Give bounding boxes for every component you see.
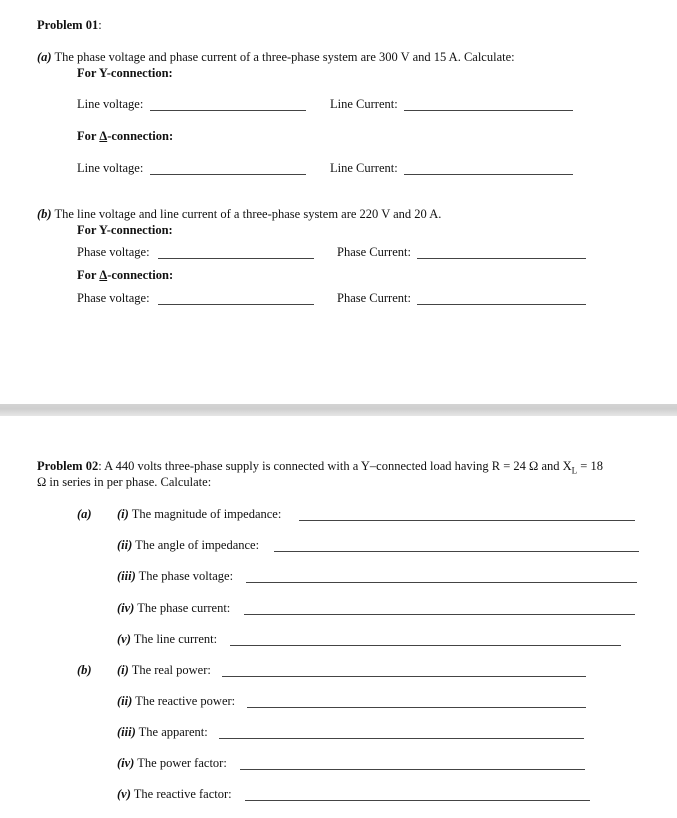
delta-connection-heading-b: For Δ-connection:	[77, 268, 174, 282]
line-voltage-label-delta: Line voltage:	[77, 161, 144, 175]
page-separator	[0, 404, 677, 416]
line-current-blank-delta[interactable]	[404, 174, 573, 175]
line-current-blank-y[interactable]	[404, 110, 573, 111]
part-b-item-5: (v) The reactive factor:	[117, 787, 232, 801]
part-a-item-3: (iii) The phase voltage:	[117, 569, 234, 583]
problem-02-part-a-label: (a)	[77, 507, 92, 521]
phase-current-blank-delta[interactable]	[417, 304, 586, 305]
part-b-item-2-blank[interactable]	[247, 707, 586, 708]
delta-symbol: Δ	[99, 268, 108, 282]
part-b-item-3: (iii) The apparent:	[117, 725, 208, 739]
delta-connection-heading-a: For Δ-connection:	[77, 129, 174, 143]
phase-voltage-blank-y[interactable]	[158, 258, 314, 259]
part-a-item-5: (v) The line current:	[117, 632, 218, 646]
delta-symbol: Δ	[99, 129, 108, 143]
part-a-item-5-blank[interactable]	[230, 645, 621, 646]
part-a-item-4: (iv) The phase current:	[117, 601, 231, 615]
problem-02-title: Problem 02	[37, 459, 99, 473]
part-a-item-1-blank[interactable]	[299, 520, 635, 521]
part-b-item-3-blank[interactable]	[219, 738, 584, 739]
phase-current-label-y: Phase Current:	[337, 245, 411, 259]
problem-02-statement-line1: Problem 02: A 440 volts three-phase supply is connected with a Y–connected load having R = 24 Ω and $X_L = 18$	[37, 459, 603, 476]
problem-01-title: Problem 01	[37, 18, 99, 32]
problem-01-part-a-statement: (a) The phase voltage and phase current of a three-phase system are 300 V and 15 A. Calculate:	[37, 50, 515, 64]
part-b-item-5-blank[interactable]	[245, 800, 590, 801]
line-voltage-blank-delta[interactable]	[150, 174, 306, 175]
part-b-item-1: (i) The real power:	[117, 663, 211, 677]
part-b-item-1-blank[interactable]	[222, 676, 586, 677]
part-b-item-2: (ii) The reactive power:	[117, 694, 236, 708]
line-voltage-blank-y[interactable]	[150, 110, 306, 111]
part-a-item-2-blank[interactable]	[274, 551, 639, 552]
line-current-label-y: Line Current:	[330, 97, 398, 111]
problem-01-heading: Problem 01:	[37, 18, 102, 32]
part-a-item-2: (ii) The angle of impedance:	[117, 538, 260, 552]
problem-01-part-b-statement: (b) The line voltage and line current of a three-phase system are 220 V and 20 A.	[37, 207, 442, 221]
line-current-label-delta: Line Current:	[330, 161, 398, 175]
part-a-item-1: (i) The magnitude of impedance:	[117, 507, 282, 521]
problem-02-part-b-label: (b)	[77, 663, 92, 677]
y-connection-heading-b: For Y-connection:	[77, 223, 173, 237]
phase-current-label-delta: Phase Current:	[337, 291, 411, 305]
phase-current-blank-y[interactable]	[417, 258, 586, 259]
phase-voltage-label-y: Phase voltage:	[77, 245, 150, 259]
phase-voltage-blank-delta[interactable]	[158, 304, 314, 305]
part-a-item-4-blank[interactable]	[244, 614, 635, 615]
problem-02-statement-line2: Ω in series in per phase. Calculate:	[37, 475, 212, 489]
line-voltage-label-y: Line voltage:	[77, 97, 144, 111]
phase-voltage-label-delta: Phase voltage:	[77, 291, 150, 305]
part-a-item-3-blank[interactable]	[246, 582, 637, 583]
part-b-item-4-blank[interactable]	[240, 769, 585, 770]
part-b-item-4: (iv) The power factor:	[117, 756, 227, 770]
y-connection-heading-a: For Y-connection:	[77, 66, 173, 80]
